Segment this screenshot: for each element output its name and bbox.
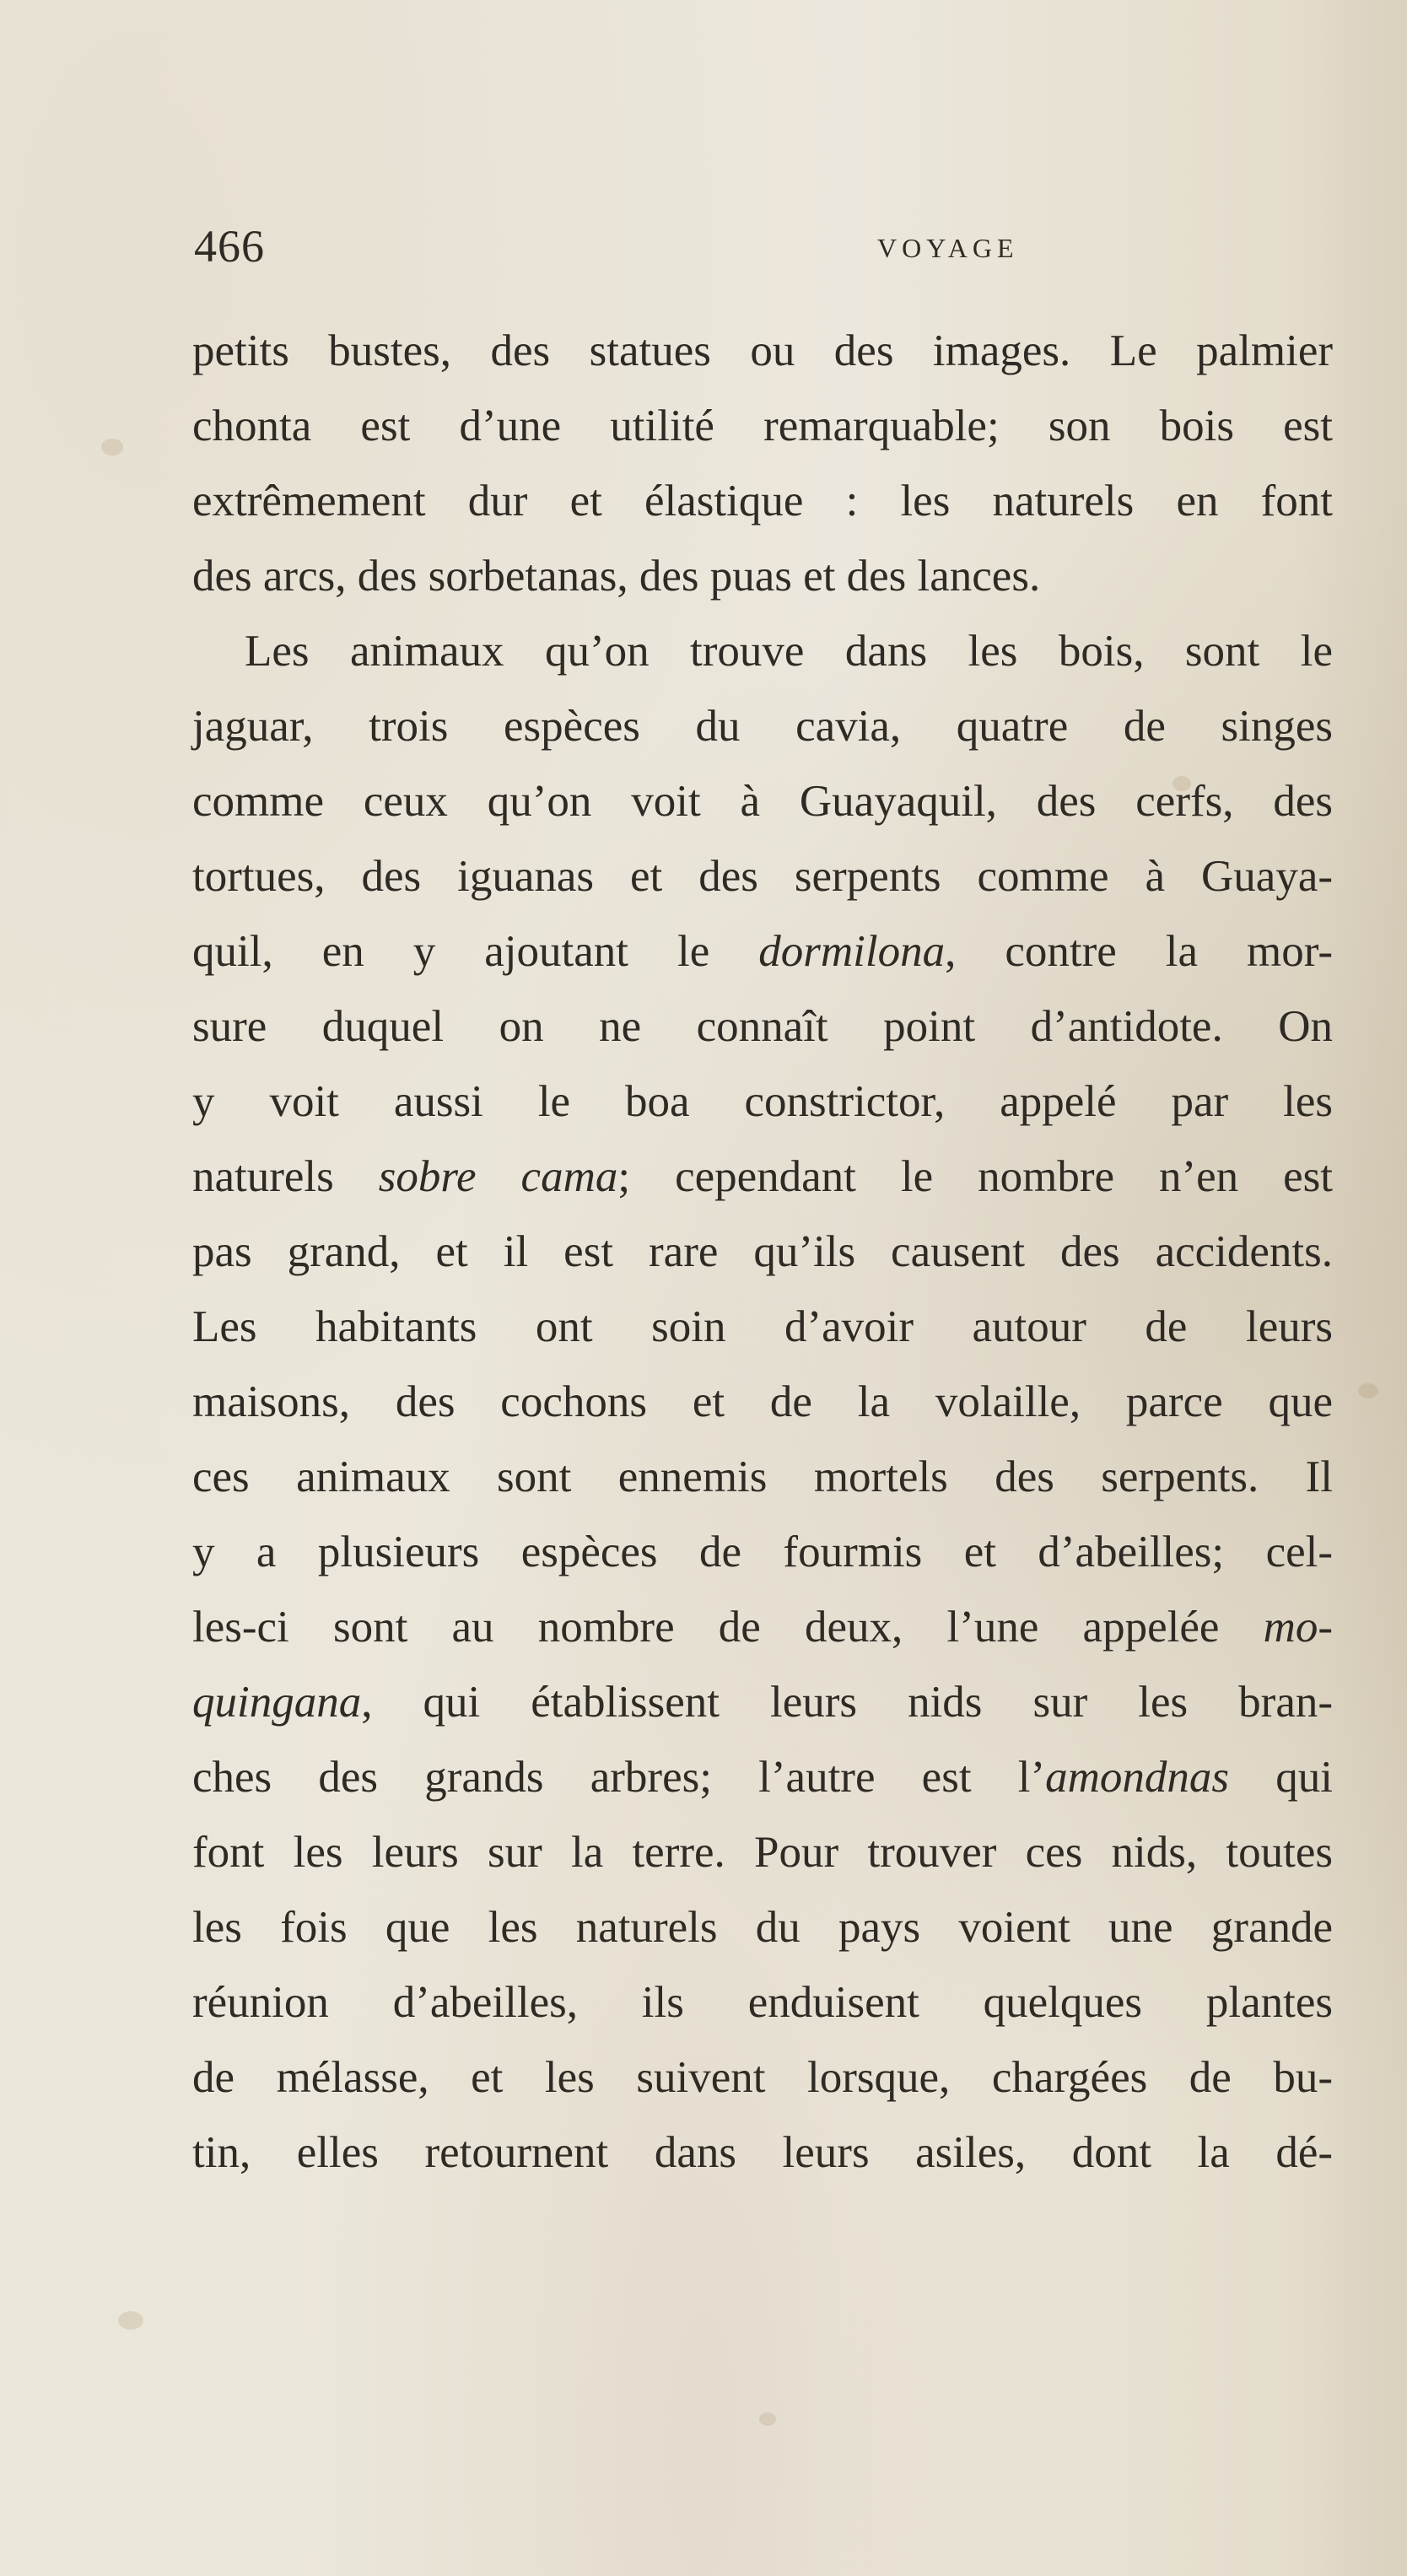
italic-term: quingana xyxy=(192,1678,362,1727)
foxing-spot xyxy=(1358,1383,1378,1398)
text-line: les fois que les naturels du pays voient une grande xyxy=(192,1903,1333,1952)
text-line: maisons, des cochons et de la volaille, parce que xyxy=(192,1377,1333,1426)
italic-term: mo- xyxy=(1263,1603,1333,1652)
text-line: chonta est d’une utilité remarquable; son bois est xyxy=(192,401,1333,450)
page-number: 466 xyxy=(194,221,265,272)
text-line: Les habitants ont soin d’avoir autour de leurs xyxy=(192,1302,1333,1351)
text-line: ches des grands arbres; l’autre est l’amondnas qui xyxy=(192,1753,1333,1802)
text-line: naturels sobre cama; cependant le nombre n’en est xyxy=(192,1152,1334,1201)
text-line: extrêmement dur et élastique : les naturels en font xyxy=(192,477,1333,525)
text-line: tortues, des iguanas et des serpents comme à Guaya- xyxy=(192,852,1333,901)
page-header xyxy=(194,221,1329,272)
text-line: réunion d’abeilles, ils enduisent quelques plantes xyxy=(192,1978,1333,2027)
text-line: les-ci sont au nombre de deux, l’une appelée mo- xyxy=(192,1603,1333,1652)
text-line: ces animaux sont ennemis mortels des serpents. Il xyxy=(192,1452,1333,1501)
foxing-spot xyxy=(101,439,123,455)
text-line: quingana, qui établissent leurs nids sur les bran- xyxy=(192,1678,1333,1727)
text-line: y a plusieurs espèces de fourmis et d’abeilles; cel- xyxy=(192,1528,1333,1576)
text-line: sure duquel on ne connaît point d’antidote. On xyxy=(192,1002,1333,1051)
text-line: font les leurs sur la terre. Pour trouver ces nids, toutes xyxy=(192,1828,1333,1877)
text-line: Les animaux qu’on trouve dans les bois, sont le xyxy=(245,627,1333,676)
text-line: comme ceux qu’on voit à Guayaquil, des cerfs, des xyxy=(192,777,1333,826)
text-line: des arcs, des sorbetanas, des puas et des lances. xyxy=(192,552,1041,601)
italic-term: sobre cama xyxy=(378,1152,618,1201)
text-line: pas grand, et il est rare qu’ils causent des accidents. xyxy=(192,1227,1333,1276)
italic-term: dormilona xyxy=(758,927,946,976)
text-line: de mélasse, et les suivent lorsque, chargées de bu- xyxy=(192,2053,1333,2102)
italic-term: amondnas xyxy=(1045,1753,1230,1802)
foxing-spot xyxy=(118,2311,143,2330)
text-line: quil, en y ajoutant le dormilona, contre la mor- xyxy=(192,927,1333,976)
text-line: tin, elles retournent dans leurs asiles, dont la dé- xyxy=(192,2128,1333,2177)
foxing-spot xyxy=(759,2412,776,2426)
text-line: jaguar, trois espèces du cavia, quatre de singes xyxy=(192,702,1333,751)
body-text xyxy=(192,314,1333,2191)
running-head: VOYAGE xyxy=(877,233,1019,263)
text-line: y voit aussi le boa constrictor, appelé par les xyxy=(192,1077,1333,1126)
text-line: petits bustes, des statues ou des images. Le palmier xyxy=(192,326,1333,375)
